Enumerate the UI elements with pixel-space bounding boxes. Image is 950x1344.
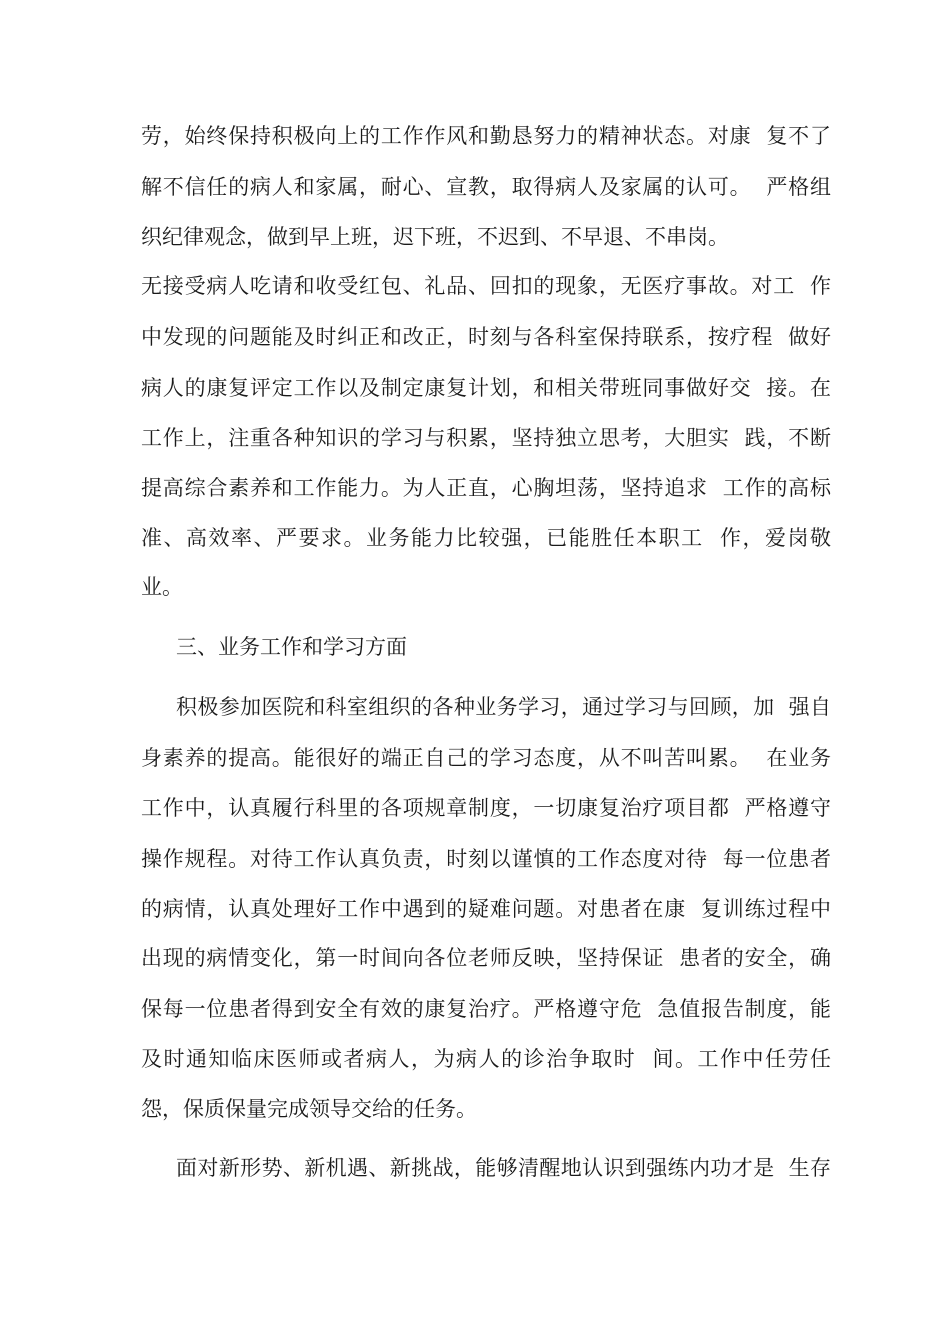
- paragraph-1-line-3: 织纪律观念，做到早上班，迟下班，不迟到、不早退、不串岗。: [141, 225, 729, 249]
- paragraph-3-line-4: 操作规程。对待工作认真负责，时刻以谨慎的工作态度对待 每一位患者: [141, 847, 831, 871]
- paragraph-3-line-5: 的病情，认真处理好工作中遇到的疑难问题。对患者在康 复训练过程中: [141, 897, 831, 921]
- paragraph-2-line-3: 病人的康复评定工作以及制定康复计划，和相关带班同事做好交 接。在: [141, 376, 831, 400]
- paragraph-3-line-7: 保每一位患者得到安全有效的康复治疗。严格遵守危 急值报告制度，能: [141, 997, 831, 1021]
- paragraph-2-line-1: 无接受病人吃请和收受红包、礼品、回扣的现象，无医疗事故。对工 作: [141, 274, 831, 298]
- paragraph-4-line-1: 面对新形势、新机遇、新挑战，能够清醒地认识到强练内功才是 生存: [176, 1156, 831, 1180]
- paragraph-1-line-1: 劳，始终保持积极向上的工作作风和勤恳努力的精神状态。对康 复不了: [141, 124, 831, 148]
- paragraph-2-line-2: 中发现的问题能及时纠正和改正，时刻与各科室保持联系，按疗程 做好: [141, 325, 831, 349]
- section-heading: 三、业务工作和学习方面: [176, 635, 407, 659]
- paragraph-2-line-5: 提高综合素养和工作能力。为人正直，心胸坦荡，坚持追求 工作的高标: [141, 476, 831, 500]
- paragraph-3-line-1: 积极参加医院和科室组织的各种业务学习，通过学习与回顾，加 强自: [176, 695, 831, 719]
- paragraph-3-line-6: 出现的病情变化，第一时间向各位老师反映，坚持保证 患者的安全，确: [141, 946, 831, 970]
- paragraph-3-line-3: 工作中，认真履行科里的各项规章制度，一切康复治疗项目都 严格遵守: [141, 796, 831, 820]
- paragraph-2-line-6: 准、高效率、严要求。业务能力比较强，已能胜任本职工 作，爱岗敬: [141, 526, 831, 550]
- paragraph-2-line-4: 工作上，注重各种知识的学习与积累，坚持独立思考，大胆实 践，不断: [141, 426, 831, 450]
- paragraph-3-line-2: 身素养的提高。能很好的端正自己的学习态度，从不叫苦叫累。 在业务: [141, 746, 831, 770]
- paragraph-3-line-8: 及时通知临床医师或者病人，为病人的诊治争取时 间。工作中任劳任: [141, 1047, 831, 1071]
- paragraph-3-line-9: 怨，保质保量完成领导交给的任务。: [141, 1097, 477, 1121]
- paragraph-2-line-7: 业。: [141, 575, 183, 599]
- paragraph-1-line-2: 解不信任的病人和家属，耐心、宣教，取得病人及家属的认可。 严格组: [141, 175, 831, 199]
